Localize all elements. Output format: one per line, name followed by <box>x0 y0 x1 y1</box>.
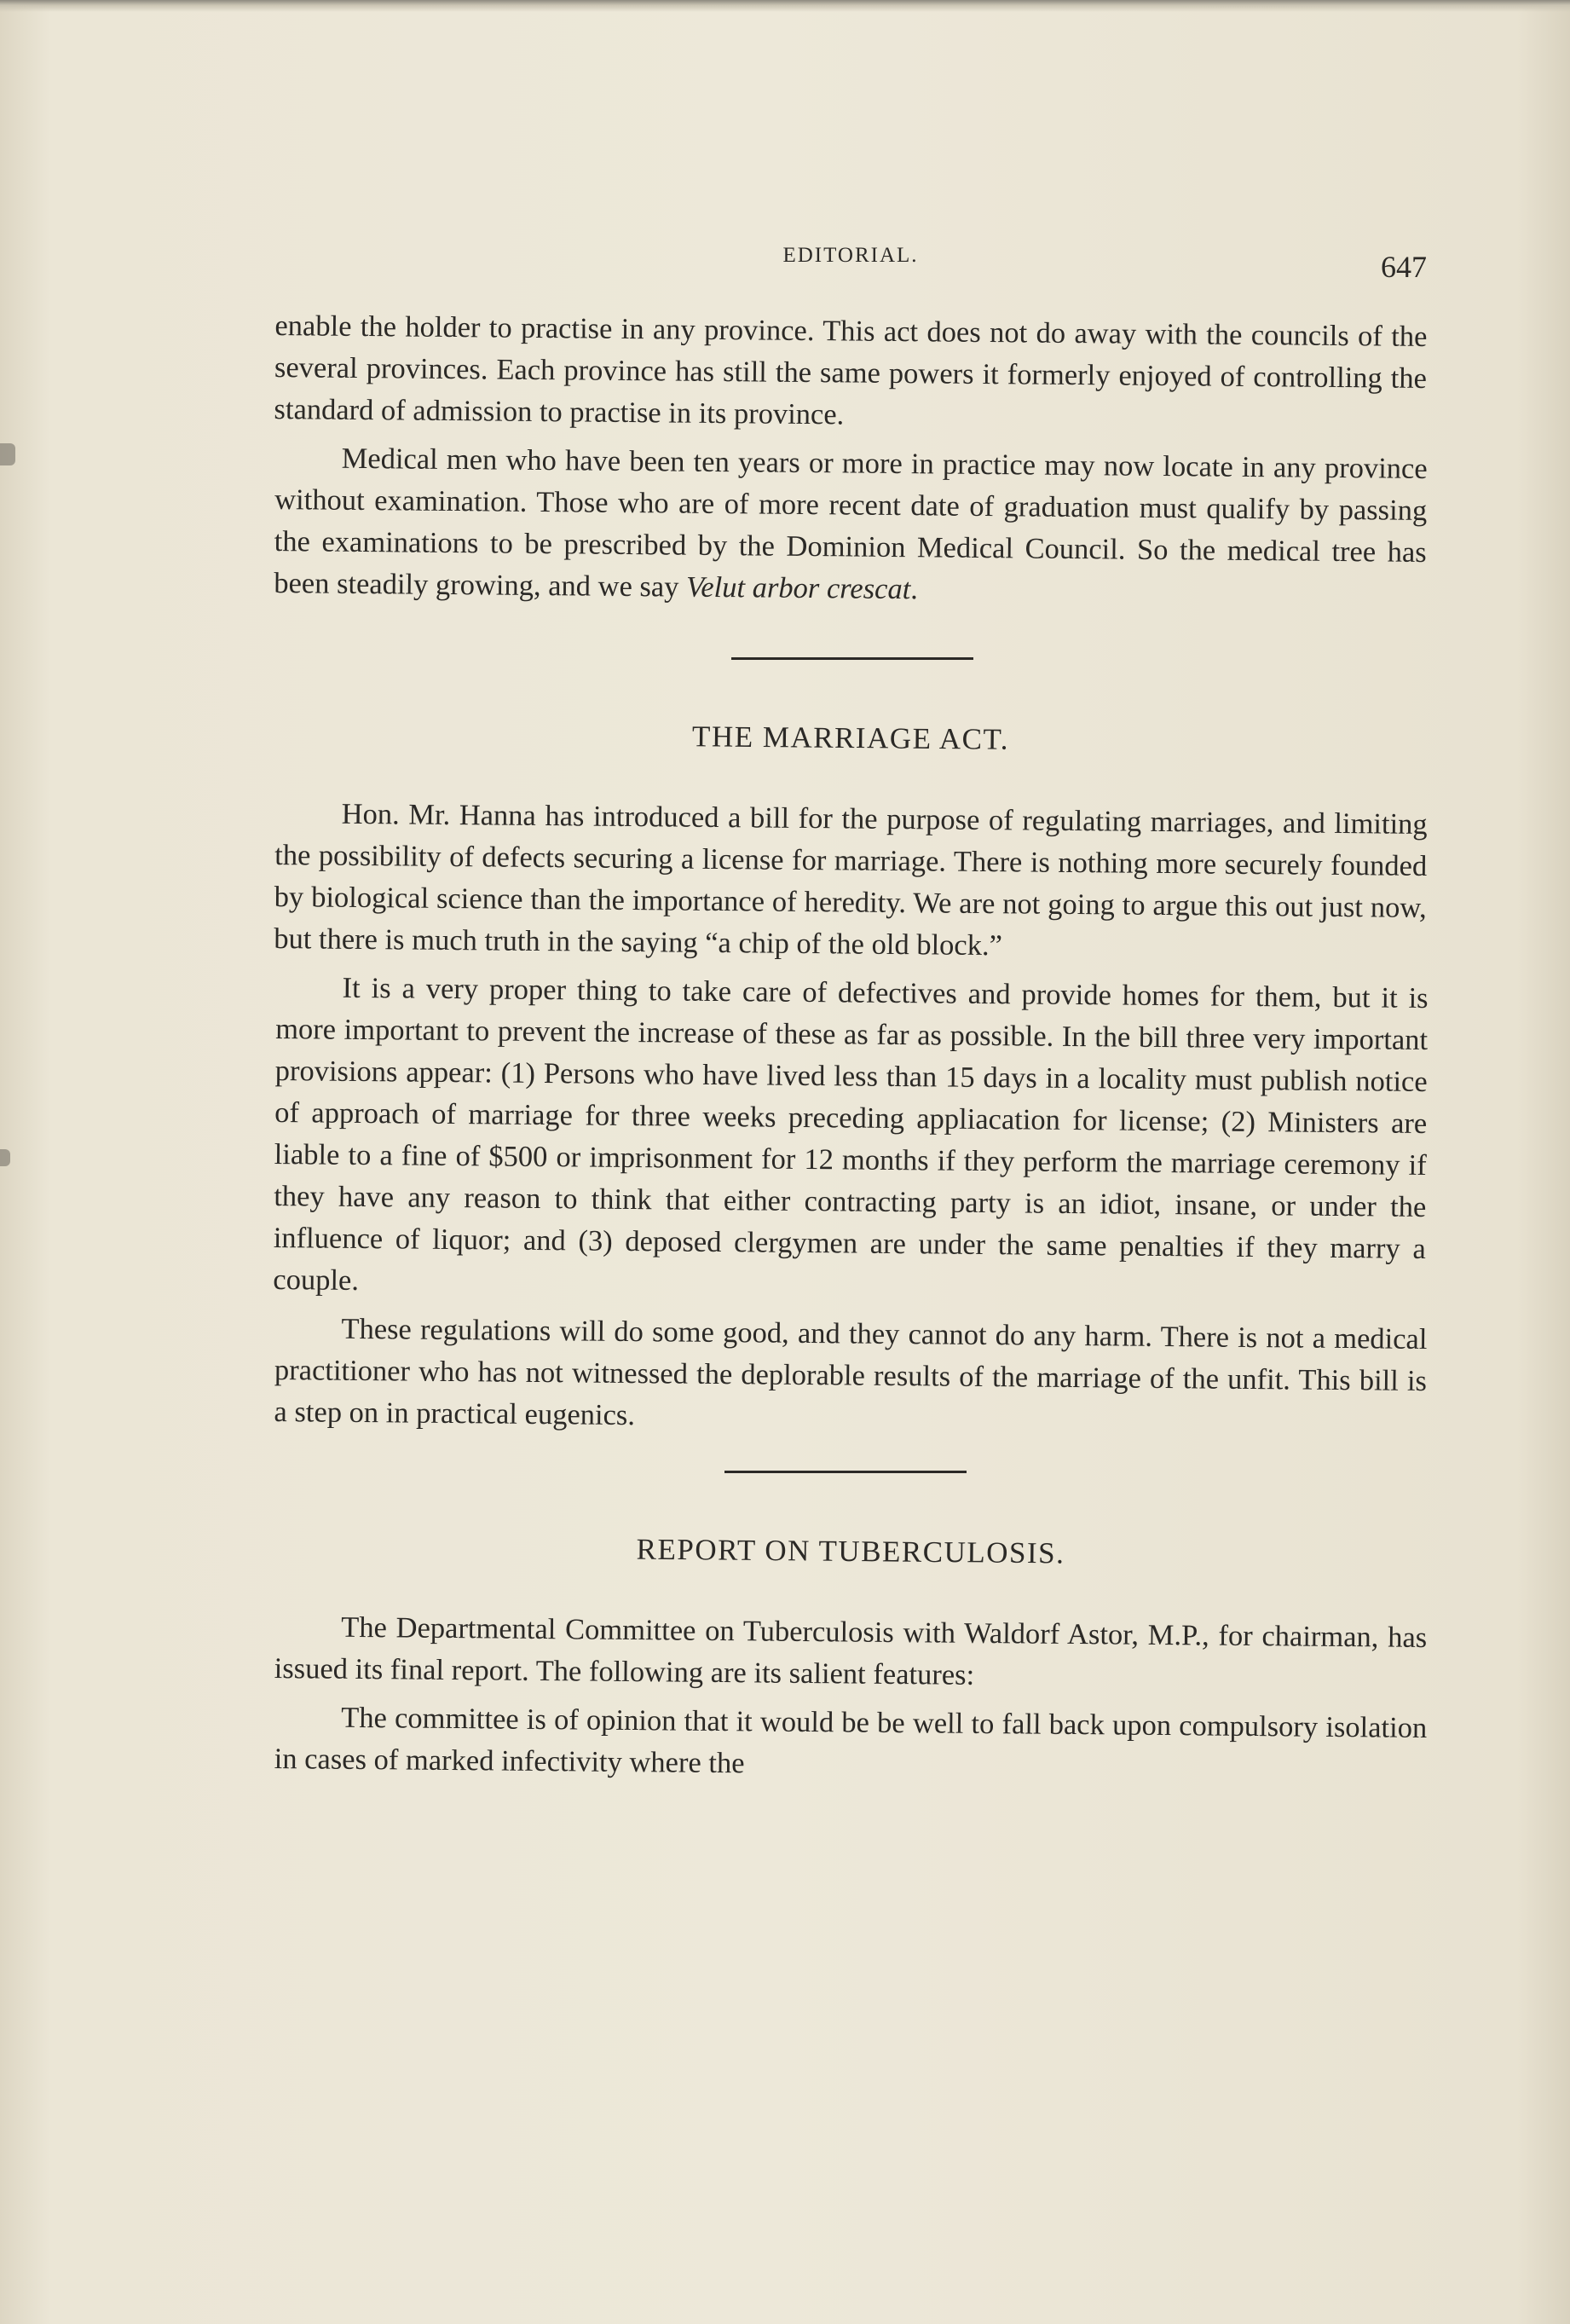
text-column <box>274 230 1427 1780</box>
latin-motto: Velut arbor crescat <box>685 570 911 606</box>
tuberculosis-paragraph-1: The Departmental Committee on Tuberculosis with Waldorf Astor, M.P., for chairman, has issued its final report. The following are its salient features: <box>274 1610 1428 1691</box>
intro-paragraph-2-text: Medical men who have been ten years or more in practice may now locate in any province without examination. Those who are of more recent date of graduation must qualify by passing the examinations to be prescribed by the Dominion Medical Council. So the medical tree has been steadily growing, and we say <box>274 442 1428 604</box>
running-title: EDITORIAL. <box>782 244 919 267</box>
section-divider <box>731 657 973 660</box>
running-head <box>274 230 1427 284</box>
binding-mark <box>0 443 15 465</box>
binding-mark <box>0 1149 10 1166</box>
intro-paragraph-2-end: . <box>910 573 919 606</box>
intro-paragraph-1: enable the holder to practise in any province. This act does not do away with the councils of the several provinces. Each province has still the same powers it formerly enjoyed of controlling the standard of admission to practise in its province. <box>274 309 1428 431</box>
page-number: 647 <box>1381 250 1427 284</box>
intro-paragraph-2 <box>274 437 1428 616</box>
section-title-marriage-act: THE MARRIAGE ACT. <box>691 720 1010 756</box>
page-top-edge <box>0 0 1570 12</box>
marriage-act-paragraph-1: Hon. Mr. Hanna has introduced a bill for the purpose of regulating marriages, and limiting the possibility of defects securing a license for marriage. There is nothing more securely founded by biological science than the importance of heredity. We are not going to argue this out just now, but there is much truth in the saying “a chip of the old block.” <box>274 797 1428 963</box>
tuberculosis-paragraph-2: The committee is of opinion that it would be be well to fall back upon compulsory isolation in cases of marked infectivity where the <box>274 1701 1428 1780</box>
marriage-act-paragraph-2: It is a very proper thing to take care of defectives and provide homes for them, but it is more important to prevent the increase of these as far as possible. In the bill three very important provisions appear: (1) Persons who have lived less than 15 days in a locality must publish notice of approach of marriage for three weeks preceding appliacation for license; (2) Ministers are liable to a fine of $500 or imprisonment for 12 months if they perform the marriage ceremony if they have any reason to think that either contracting party is an idiot, insane, or under the influence of liquor; and (3) deposed clergymen are under the same penalties if they marry a couple. <box>273 971 1429 1297</box>
section-title-tuberculosis: REPORT ON TUBERCULOSIS. <box>636 1532 1065 1570</box>
marriage-act-paragraph-3: These regulations will do some good, and they cannot do any harm. There is not a medical practitioner who has not witnessed the deplorable results of the marriage of the unfit. This bill is a step on in practical eugenics. <box>274 1312 1428 1432</box>
section-divider <box>724 1471 967 1473</box>
